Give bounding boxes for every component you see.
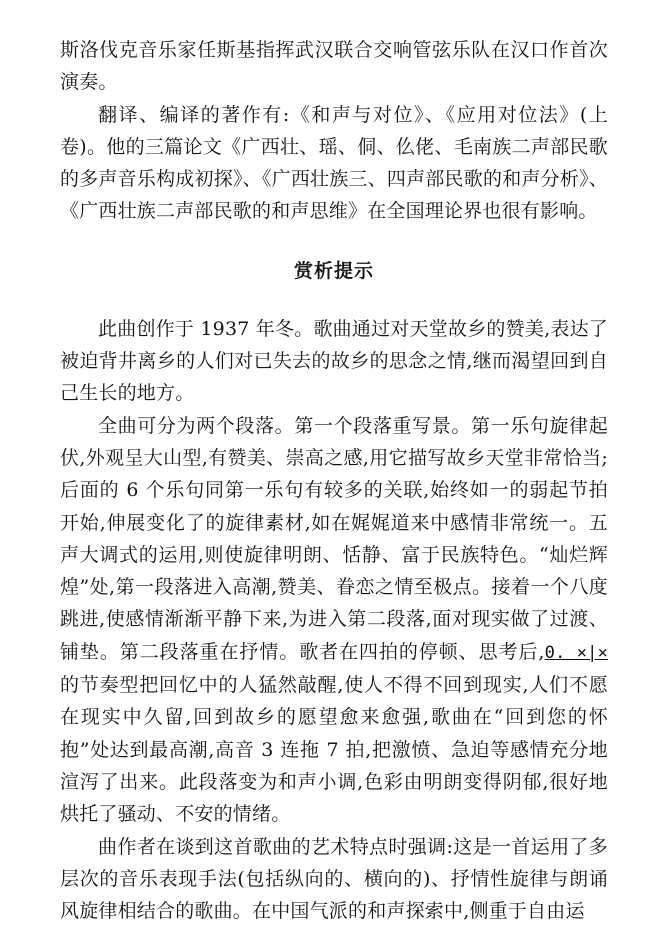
document-page xyxy=(60,34,608,927)
body-paragraph-1: 此曲创作于 1937 年冬。歌曲通过对天堂故乡的赞美,表达了被迫背井离乡的人们对已失去的故乡的思念之情,继而渴望回到自己生长的地方。 xyxy=(60,317,608,405)
section-title: 赏析提示 xyxy=(293,259,374,282)
body-paragraph-2 xyxy=(60,410,608,831)
intro-paragraph-1: 斯洛伐克音乐家任斯基指挥武汉联合交响管弦乐队在汉口作首次演奏。 xyxy=(60,39,608,94)
intro-paragraph-2: 翻译、编译的著作有:《和声与对位》、《应用对位法》(上卷)。他的三篇论文《广西壮、瑶、侗、仫佬、毛南族二声部民歌的多声音乐构成初探》、《广西壮族三、四声部民歌的和声分析》、《广西壮族二声部民歌的和声思维》在全国理论界也很有影响。 xyxy=(60,103,608,223)
body-paragraph-3: 曲作者在谈到这首歌曲的艺术特点时强调:这是一首运用了多层次的音乐表现手法(包括纵向的、横向的)、抒情性旋律与朗诵风旋律相结合的歌曲。在中国气派的和声探索中,侧重于自由运 xyxy=(60,835,608,923)
body-paragraph-2-part-2: 的节奏型把回忆中的人猛然敲醒,使人不得不回到现实,人们不愿在现实中久留,回到故乡的愿望愈来愈强,歌曲在“回到您的怀抱”处达到最高潮,高音 3 连拖 7 拍,把激愤、急迫等感情充分地渲泻了出来。此段落变为和声小调,色彩由明朗变得阴郁,很好地烘托了骚动、不安的情绪。 xyxy=(60,674,608,826)
body-paragraph-2-part-1: 全曲可分为两个段落。第一个段落重写景。第一乐句旋律起伏,外观呈大山型,有赞美、崇高之感,用它描写故乡天堂非常恰当;后面的 6 个乐句同第一乐句有较多的关联,始终如一的弱起节拍开始,伸展变化了的旋律素材,如在娓娓道来中感情非常统一。五声大调式的运用,则使旋律明朗、恬静、富于民族特色。“灿烂辉煌”处,第一段落进入高潮,赞美、眷恋之情至极点。接着一个八度跳进,使感情渐渐平静下来,为进入第二段落,面对现实做了过渡、铺垫。第二段落重在抒情。歌者在四拍的停顿、思考后, xyxy=(60,414,608,663)
rhythm-notation: 0. ×|× xyxy=(544,642,608,663)
